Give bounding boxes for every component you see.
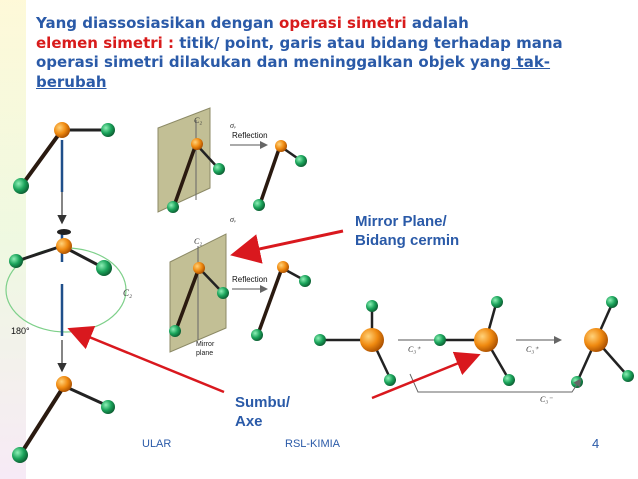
- heading-text: adalah: [406, 14, 469, 32]
- reflection-text-a: Reflection: [232, 131, 268, 140]
- reflection-text-b: Reflection: [232, 275, 268, 284]
- mirror-plane-pointer: [236, 231, 343, 254]
- angle-label: 180°: [11, 326, 30, 336]
- axis-label-line: Sumbu/: [235, 394, 290, 411]
- mirror-plane-label-line: Mirror Plane/: [355, 213, 447, 230]
- c2-rotation-label: C₂: [123, 288, 133, 298]
- mirror-plane-caption: Mirror: [196, 341, 215, 348]
- axis-label: [235, 393, 290, 431]
- page-number: 4: [592, 436, 600, 451]
- axis-pointer-left: [72, 330, 224, 392]
- footer-center: RSL-KIMIA: [285, 438, 341, 450]
- mirror-plane-label: [355, 212, 459, 250]
- footer-left: ULAR: [142, 438, 172, 450]
- heading-highlight-operation: operasi simetri: [279, 14, 407, 32]
- c3-label-1: C₃⁺: [408, 345, 421, 354]
- mirror-plane-label-line: Bidang cermin: [355, 232, 460, 249]
- axis-label-line: Axe: [235, 413, 263, 430]
- heading-highlight-element: elemen simetri :: [36, 33, 174, 52]
- heading-text: Yang diassosiasikan dengan: [36, 14, 280, 32]
- reflection-figure-b: [169, 215, 311, 357]
- c2-label-b: C₂: [194, 237, 203, 246]
- c3-minus-label: C₃⁻: [540, 395, 553, 404]
- sigma-label-b: σᵥ: [230, 215, 237, 224]
- mirror-plane-caption: plane: [196, 350, 214, 357]
- c2-label-a: C₂: [194, 116, 203, 125]
- sigma-label-a: σᵥ: [230, 121, 237, 130]
- heading-underlined: tak-berubah: [36, 53, 551, 91]
- molecule-rotation: [6, 229, 132, 336]
- c3-rotation-figure: [314, 296, 634, 404]
- c3-label-2: C₃⁺: [526, 345, 539, 354]
- molecule-top-left: [13, 122, 115, 194]
- heading-text: titik/ point, garis atau bidang terhadap mana operasi simetri dilakukan dan meninggalkan objek yang: [36, 33, 563, 71]
- reflection-figure-a: [158, 108, 307, 213]
- molecule-bottom-left: [12, 376, 115, 463]
